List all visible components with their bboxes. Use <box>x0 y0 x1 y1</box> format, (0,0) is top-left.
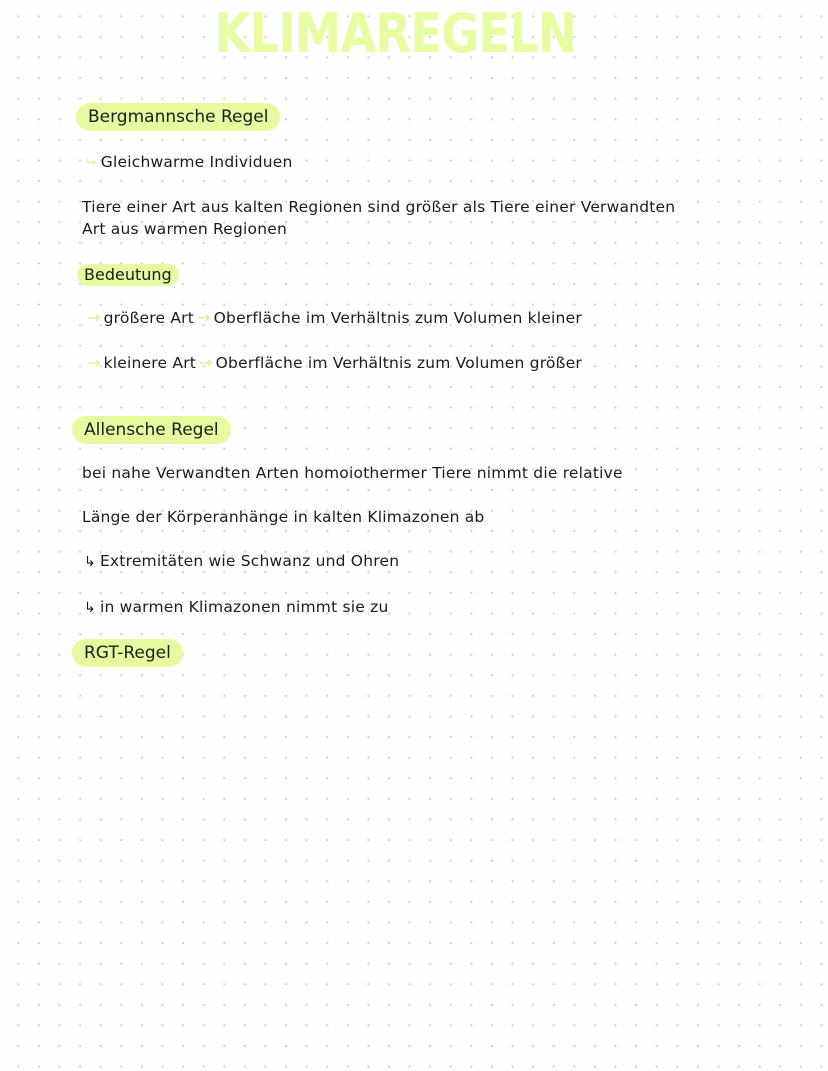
right-arrow-icon: → <box>87 308 101 327</box>
bedeutung-row-2-right: Oberfläche im Verhältnis zum Volumen größer <box>215 354 582 372</box>
allen-note-2 <box>84 598 389 616</box>
page-title: KLIMAREGELN <box>214 2 576 65</box>
return-arrow-icon: ↳ <box>84 554 96 570</box>
heading-bedeutung: Bedeutung <box>77 264 179 286</box>
bedeutung-row-1-left: größere Art <box>103 309 195 327</box>
right-arrow-icon: → <box>197 308 211 327</box>
heading-allensche-regel: Allensche Regel <box>72 416 231 444</box>
allen-note-1-text: Extremitäten wie Schwanz und Ohren <box>99 552 400 570</box>
allen-text-line-2: Länge der Körperanhänge in kalten Klimazonen ab <box>82 508 485 526</box>
return-arrow-icon: ↵ <box>84 153 97 171</box>
bedeutung-row-2 <box>84 353 582 372</box>
bergmann-text-line-2: Art aus warmen Regionen <box>82 220 287 238</box>
allen-note-2-text: in warmen Klimazonen nimmt sie zu <box>99 598 389 616</box>
bergmann-text-line-1: Tiere einer Art aus kalten Regionen sind größer als Tiere einer Verwandten <box>82 198 676 216</box>
right-arrow-icon: → <box>199 353 213 372</box>
bergmann-subpoint-text: Gleichwarme Individuen <box>100 153 293 171</box>
heading-bergmannsche-regel: Bergmannsche Regel <box>76 103 280 131</box>
allen-text-line-1: bei nahe Verwandten Arten homoiothermer Tiere nimmt die relative <box>82 464 623 482</box>
bergmann-subpoint <box>84 153 293 171</box>
right-arrow-icon: → <box>87 353 101 372</box>
bedeutung-row-2-left: kleinere Art <box>103 354 197 372</box>
return-arrow-icon: ↳ <box>84 600 96 616</box>
heading-rgt-regel: RGT-Regel <box>72 639 183 667</box>
bedeutung-row-1-right: Oberfläche im Verhältnis zum Volumen kleiner <box>213 309 582 327</box>
bedeutung-row-1 <box>84 308 582 327</box>
allen-note-1 <box>84 552 399 570</box>
